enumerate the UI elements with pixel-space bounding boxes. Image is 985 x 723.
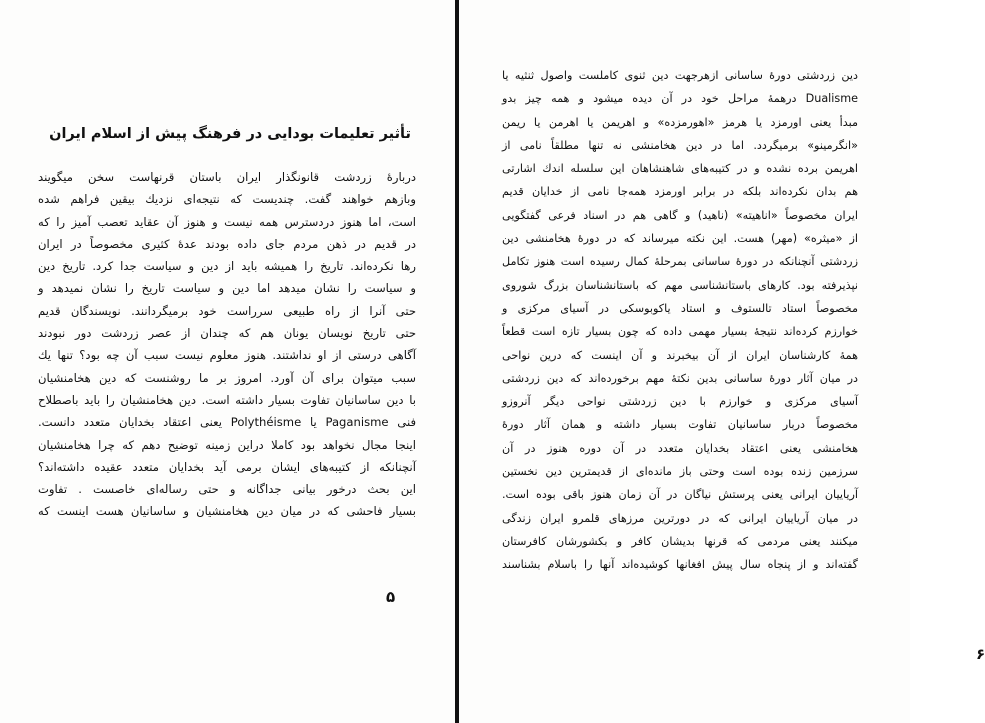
text-line: مبدأ یعنی اورمزد یا هرمز «اهورمزده» و اهریمن یا اهرمن یا ریمن — [502, 115, 858, 129]
text-line: همهٔ کارشناسان ایران از آن بیخبرند و آن اینست که درین نواحی — [502, 348, 858, 362]
text-line: آسیای مرکزی و خوارزم با دین زردشتی نواحی دیگر آنروزو — [502, 395, 858, 409]
text-line: از «میثره» (مهر) هست. این نکته میرساند که در دورهٔ هخامنشی دین — [502, 232, 858, 246]
text-line: «انگرمینو» برمیگردد. اما در دین هخامنشی نه تنها مطلقاً نامی از — [502, 138, 858, 152]
text-line: وبازهم خواهند گفت. چندیست که نتیجه‌ای نزدیك بیقین فراهم شده — [38, 192, 416, 207]
text-line: میکنند یعنی مردمی که قرنها بدیشان کافر و بکشورشان کافرستان — [502, 534, 858, 548]
text-line: هم بدان نکرده‌اند بلکه در برابر اورمزد همه‌جا نامی از خدایان قدیم — [502, 185, 858, 199]
text-line: این بحث درخور بیانی جداگانه و حتی رساله‌ای خاصست . تفاوت — [38, 482, 416, 497]
text-line: آنچنانکه از کتیبه‌های ایشان برمی آید بخدایان متعدد عقیده داشته‌اند؟ — [38, 459, 416, 474]
text-line: اینجا مجال نخواهد بود کاملا دراین زمینه توضیح دهم که چرا هخامنشیان — [38, 437, 416, 452]
page-number-right: ۶ — [976, 645, 985, 663]
page-number-left: ۵ — [386, 588, 396, 606]
text-line: در قدیم در ذهن مردم جای داده بودند عدهٔ کثیری مخصوصاً در ایران — [38, 236, 416, 251]
text-line: با دین ساسانیان تفاوت بسیار داشته است. دین هخامنشیان را باید باصطلاح — [38, 392, 416, 407]
text-line: نپذیرفته بود. کارهای باستانشناسی مهم که باستانشناسان بزرگ شوروی — [502, 278, 858, 292]
text-line: سبب میتوان برای آن آورد. امروز بر ما روشنست که دین هخامنشیان — [38, 370, 416, 385]
text-line: است، اما هنوز دردسترس همه نیست و هنوز آن عقاید تعصب آمیز را که — [38, 214, 416, 229]
text-line: خوارزم کرده‌اند نتیجهٔ بسیار مهمی داده که چون بسیار تازه است قطعاً — [502, 325, 858, 339]
right-page-body — [502, 64, 858, 577]
text-line: اهریمن برده نشده و در کتیبه‌های شاهنشاهان این سلسله اندك اشارتی — [502, 162, 858, 176]
left-page-body — [38, 166, 416, 523]
text-line: رها نکرده‌اند. تاریخ را همیشه باید از دین و سیاست جدا کرد. تاریخ دین — [38, 259, 416, 274]
text-line: دربارهٔ زردشت قانونگذار ایران باستان قرنهاست سخن میگویند — [38, 170, 416, 184]
text-line: مخصوصاً استاد تالستوف و استاد یاکوبوسکی در آسیای مرکزی و — [502, 301, 858, 315]
text-line: در میان آریاییان ایرانی که در دورترین مرزهای قلمرو ایران زندگی — [502, 511, 858, 525]
text-line: Dualisme درهمهٔ مراحل خود در آن دیده میشود و همه چیز بدو — [502, 92, 858, 106]
chapter-title: تأثیر تعلیمات بودایی در فرهنگ پیش از اسلام ایران — [49, 126, 411, 142]
text-line: در میان آثار دورهٔ ساسانی بدین نکتهٔ مهم برخورده‌اند که دین زردشتی — [502, 371, 858, 385]
text-line: حتی آنرا از راه طبیعی سرراست خود برمیگردانند. نویسندگان قدیم — [38, 303, 416, 318]
text-line: سرزمین زنده بوده است وحتی باز مانده‌ای از قدیمترین دین نخستین — [502, 465, 858, 479]
text-line: فنی Paganisme یا Polythéisme یعنی اعتقاد بخدایان متعدد دانست. — [38, 415, 416, 430]
text-line: دین زردشتی دورهٔ ساسانی ازهرجهت دین ثنوی کاملست واصول ثنثیه یا — [502, 69, 858, 82]
text-line: بسیار فاحشی که در میان دین هخامنشیان و ساسانیان هست اینست که — [38, 504, 416, 519]
text-line: ایران مخصوصاً «اناهیته» (ناهید) و گاهی هم در اسناد فرعی گفتگویی — [502, 208, 858, 222]
text-line: آریاییان ایرانی یعنی پرستش نیاگان در آن زمان هنوز باقی بوده است. — [502, 488, 858, 502]
text-line: هخامنشی یعنی اعتقاد بخدایان متعدد در آن دوره هنوز در آن — [502, 441, 858, 455]
text-line: حتی تاریخ نویسان یونان هم که چندان از عصر زردشت دور نبودند — [38, 326, 416, 341]
right-page — [459, 0, 985, 723]
left-page — [0, 0, 455, 723]
text-line: آگاهی درستی از او نداشتند. هنوز معلوم نیست سبب آن چه بود؟ تنها یك — [38, 348, 416, 363]
text-line: مخصوصاً دربار ساسانیان تفاوت بسیار داشته و همان آثار دورهٔ — [502, 418, 858, 432]
text-line: گفته‌اند و از پنجاه سال پیش افغانها کوشیده‌اند آنها را باسلام بشناسند — [502, 558, 858, 572]
text-line: زردشتی آنچنانکه در دورهٔ ساسانی بمرحلهٔ کمال رسیده است هنوز تکامل — [502, 255, 858, 269]
text-line: و سیاست را نشان میدهد اما دین و سیاست تاریخ را نشان نمیدهد و — [38, 281, 416, 296]
